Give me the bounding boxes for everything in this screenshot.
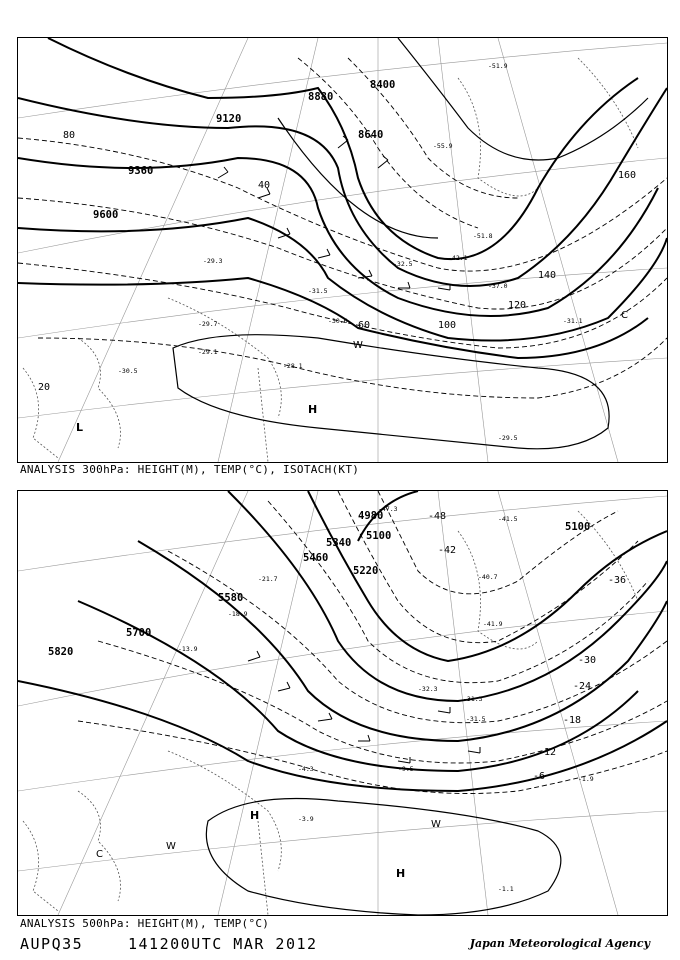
temp-label: -40.7: [478, 573, 498, 581]
height-label: 5220: [353, 565, 379, 577]
high-closed: [206, 799, 561, 916]
cold-marker: C: [621, 310, 628, 321]
temp-label: -29.7: [198, 320, 218, 328]
valid-time: 141200UTC MAR 2012: [128, 935, 318, 953]
height-label: 5100: [366, 530, 392, 542]
temp-label: -41.9: [483, 620, 503, 628]
temp-label: -29.5: [498, 434, 518, 442]
coastline: [23, 511, 638, 915]
chart-500hpa: [17, 490, 668, 916]
height-label: 5820: [48, 646, 74, 658]
height-contours: [18, 38, 667, 358]
high-marker: H: [250, 809, 260, 822]
temp-label: -31.1: [563, 317, 583, 325]
height-label: 5460: [303, 552, 329, 564]
temp-label: -31.3: [463, 695, 483, 703]
temp-label: -55.9: [433, 142, 453, 150]
warm-marker: W: [353, 340, 363, 351]
temp-label: -9.5: [398, 765, 414, 773]
isotach-label: 40: [258, 180, 271, 191]
temp-label: -29.3: [203, 257, 223, 265]
height-label: 5340: [326, 537, 352, 549]
warm-marker: W: [166, 841, 176, 852]
isotach-label: 80: [63, 130, 76, 141]
temp-label: -30.5: [118, 367, 138, 375]
temp-label: -37.0: [488, 282, 508, 290]
temp-label: -32.5: [393, 260, 413, 268]
temp-label: -42.1: [448, 254, 468, 262]
caption-500hpa: ANALYSIS 500hPa: HEIGHT(M), TEMP(°C): [20, 917, 270, 930]
isotach-label: 120: [508, 300, 527, 311]
temp-contour-label: -30: [578, 655, 597, 666]
isotach-label: 100: [438, 320, 457, 331]
temp-label: -18.9: [228, 610, 248, 618]
temp-contour-label: -6: [533, 771, 546, 782]
height-label: 8400: [370, 79, 396, 91]
temp-label: -3.9: [298, 815, 314, 823]
height-label: 5100: [565, 521, 591, 533]
isotach-label: 140: [538, 270, 557, 281]
temp-label: -51.8: [473, 232, 493, 240]
temp-label: -29.1: [198, 348, 218, 356]
isotach-label: 20: [38, 382, 51, 393]
height-label: 9360: [128, 165, 154, 177]
temp-label: -31.5: [466, 715, 486, 723]
temp-contour-label: -12: [538, 747, 557, 758]
temp-contour-label: -24: [573, 681, 592, 692]
temp-contour-label: -36: [608, 575, 627, 586]
lower-other-centers: [96, 819, 441, 860]
temp-label: -4.3: [298, 765, 314, 773]
warm-marker: W: [431, 819, 441, 830]
temp-label: -31.5: [308, 287, 328, 295]
temp-label: -47.3: [378, 505, 398, 513]
height-label: 5580: [218, 592, 244, 604]
temp-label: -21.7: [258, 575, 278, 583]
isotach-label: 160: [618, 170, 637, 181]
caption-300hpa: ANALYSIS 300hPa: HEIGHT(M), TEMP(°C), ISOTACH(KT): [20, 463, 360, 476]
chart-300hpa-map: [18, 38, 667, 462]
height-label: 8640: [358, 129, 384, 141]
temp-label: -32.3: [418, 685, 438, 693]
chart-300hpa: [17, 37, 668, 463]
agency-name: Japan Meteorological Agency: [469, 937, 650, 950]
graticule: [18, 38, 667, 462]
isotherms: [18, 58, 667, 398]
cold-marker: C: [96, 849, 103, 860]
high-marker: H: [308, 403, 318, 416]
height-label: 5700: [126, 627, 152, 639]
temp-label: -1.1: [498, 885, 514, 893]
high-marker: H: [396, 867, 406, 880]
lower-pressure-centers: [250, 809, 405, 880]
upper-pressure-centers: [76, 403, 317, 434]
temp-label: -51.9: [488, 62, 508, 70]
height-label: 4980: [358, 510, 384, 522]
graticule: [18, 491, 667, 915]
lower-temp-labels: [178, 505, 597, 893]
temp-contour-label: -42: [438, 545, 457, 556]
temp-label: -41.5: [498, 515, 518, 523]
low-marker: L: [76, 421, 84, 434]
temp-contour-label: -18: [563, 715, 582, 726]
temp-contour-label: -48: [428, 511, 447, 522]
temp-label: -1.9: [578, 775, 594, 783]
temp-label: -28.1: [283, 362, 303, 370]
temp-label: -13.9: [178, 645, 198, 653]
height-label: 8880: [308, 91, 334, 103]
height-label: 9600: [93, 209, 119, 221]
wind-barbs: [248, 651, 480, 763]
upper-temp-labels: [118, 62, 583, 442]
chart-id: AUPQ35: [20, 935, 84, 953]
chart-500hpa-map: [18, 491, 667, 915]
height-contours: [18, 491, 667, 791]
height-label: 9120: [216, 113, 242, 125]
isotach-label: 60: [358, 320, 371, 331]
temp-label: -30.6: [328, 317, 348, 325]
isotachs: [173, 38, 648, 449]
